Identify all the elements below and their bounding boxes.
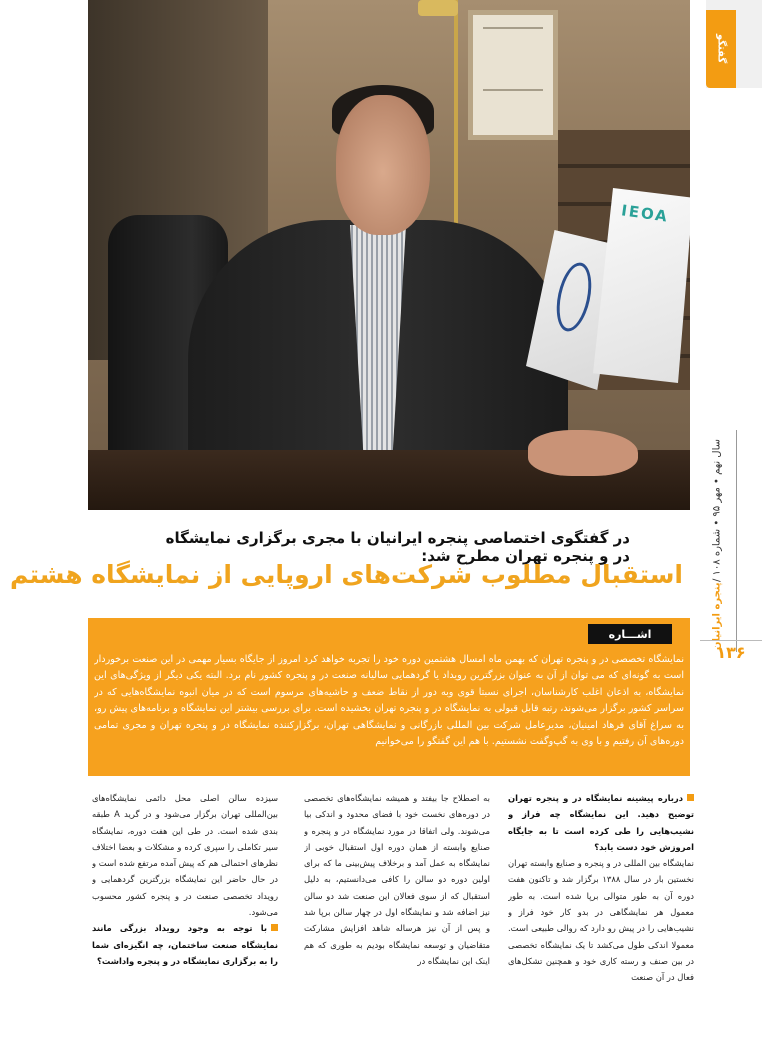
section-tab-label: گفتگو [715,34,727,64]
running-footer [706,430,728,650]
article-column-1 [508,790,694,1040]
photo-flag-logo-text: IEOA [620,201,670,226]
photo-person-hand [528,430,638,476]
photo-lamp-head [418,0,458,16]
question-bullet-icon [271,924,278,931]
interview-question [92,920,278,969]
lead-text: نمایشگاه تخصصی در و پنجره تهران که بهمن ماه امسال هشتمین دوره خود را تجربه خواهد کرد امروز از جایگاه بسیار مهمی در این صنعت برخوردار است به گونه‌ای که می توان از آن به عنوان بزرگترین رویداد یا گردهمایی سالیانه صنعت در و پنجره کشور نام برد. البته یکی دیگر از ویژگی‌های این نمایشگاه، به اذعان اغلب کارشناسان، اجرای نسبتا قوی وبه دور از نقاط ضعف و حاشیه‌های مرسوم است که در میان انبوه نمایشگاه‌هایی که در سراسر کشور برگزار می‌شوند، رتبه قابل قبولی به نمایشگاه در و پنجره تهران بخشیده است. برای بررسی بیشتر این نمایشگاه و برنامه‌های پیش رو، به سراغ آقای فرهاد امینیان، مدیرعامل شرکت بین المللی بازرگانی و نمایشگاهی تهران، برگزارکننده نمایشگاه در و پنجره تهران و مجری تمامی دوره‌های آن رفتیم و با وی به گپ‌وگفت نشستیم. با هم این گفتگو را می‌خوانیم [94,654,684,748]
question-bullet-icon [687,794,694,801]
article-subhead: در گفتگوی اختصاصی پنجره ایرانیان با مجری برگزاری نمایشگاه در و پنجره تهران مطرح شد: [165,529,630,565]
interview-answer: سیزده سالن اصلی محل دائمی نمایشگاه‌های بین‌المللی تهران برگزار می‌شود و در گرید A طبقه بندی شده است. در طی این هفت دوره، نمایشگاه سیر تکاملی را سپری کرده و مشکلات و بعضا اختلاف نظرهای احتمالی هم که پیش آمده مرتفع شده است و در حال حاضر این نمایشگاه بزرگترین گردهمایی و رویداد تخصصی صنعت در و پنجره کشور محسوب می‌شود. [92,793,278,918]
lead-label: اشـــاره [588,624,672,644]
margin-divider [736,430,737,652]
photo-certificate-frame [468,10,558,140]
article-headline: استقبال مطلوب شرکت‌های اروپایی از نمایشگاه هشتم [9,560,683,589]
interview-answer: نمایشگاه بین المللی در و پنجره و صنایع وابسته تهران نخستین بار در سال ۱۳۸۸ برگزار شد و تاکنون هفت دوره آن به طور متوالی برپا شده است. به طور معمول هر نمایشگاهی در بدو کار خود فراز و نشیب‌هایی را در پیش رو دارد که روالی طبیعی است. معمولا اندکی طول می‌کشد تا یک نمایشگاه تخصصی در بین صنف و رسته کاری خود و همچنین تشکل‌های فعال در آن صنعت [508,858,694,983]
issue-line: / سال نهم • مهر ۹۵ • شماره ۱۰۸ [711,439,723,583]
question-text: با توجه به وجود رویداد بزرگی مانند نمایشگاه صنعت ساختمان، چه انگیزه‌ای شما را به برگزاری نمایشگاه در و پنجره واداشت؟ [92,923,278,966]
section-tab [706,10,736,88]
interview-photo [88,0,690,510]
magazine-name: پنجره ایرانیان [711,582,723,650]
page-number: ۱۳۶ [700,640,762,664]
article-column-2 [304,790,490,1040]
article-column-3 [92,790,278,1040]
interview-question [508,790,694,855]
photo-person-head [336,95,430,235]
interview-answer: به اصطلاح جا بیفتد و همیشه نمایشگاه‌های تخصصی در دوره‌های نخست خود با فضای محدود و اندکی بیا می‌شوند. ولی اتفاقا در مورد نمایشگاه در و پنجره و صنایع وابسته از همان دوره اول استقبال خوبی از نمایشگاه به عمل آمد و برخلاف پیش‌بینی ما که برای اولین دوره دو سالن را کافی می‌دانستیم، به دلیل استقبال که از سوی فعالان این صنعت شد دو سالن نیز اضافه شد و نمایشگاه اول در چهار سالن برپا شد و پس از آن نیز هرساله شاهد افزایش مشارکت متقاضیان و توسعه نمایشگاه بودیم به طوری که هم اینک این نمایشگاه در [304,793,490,966]
question-text: درباره پیشینه نمایشگاه در و پنجره تهران توضیح دهید. این نمایشگاه چه فراز و نشیب‌هایی را طی کرده است تا به جایگاه امروزش خود دست یابد؟ [508,793,694,852]
